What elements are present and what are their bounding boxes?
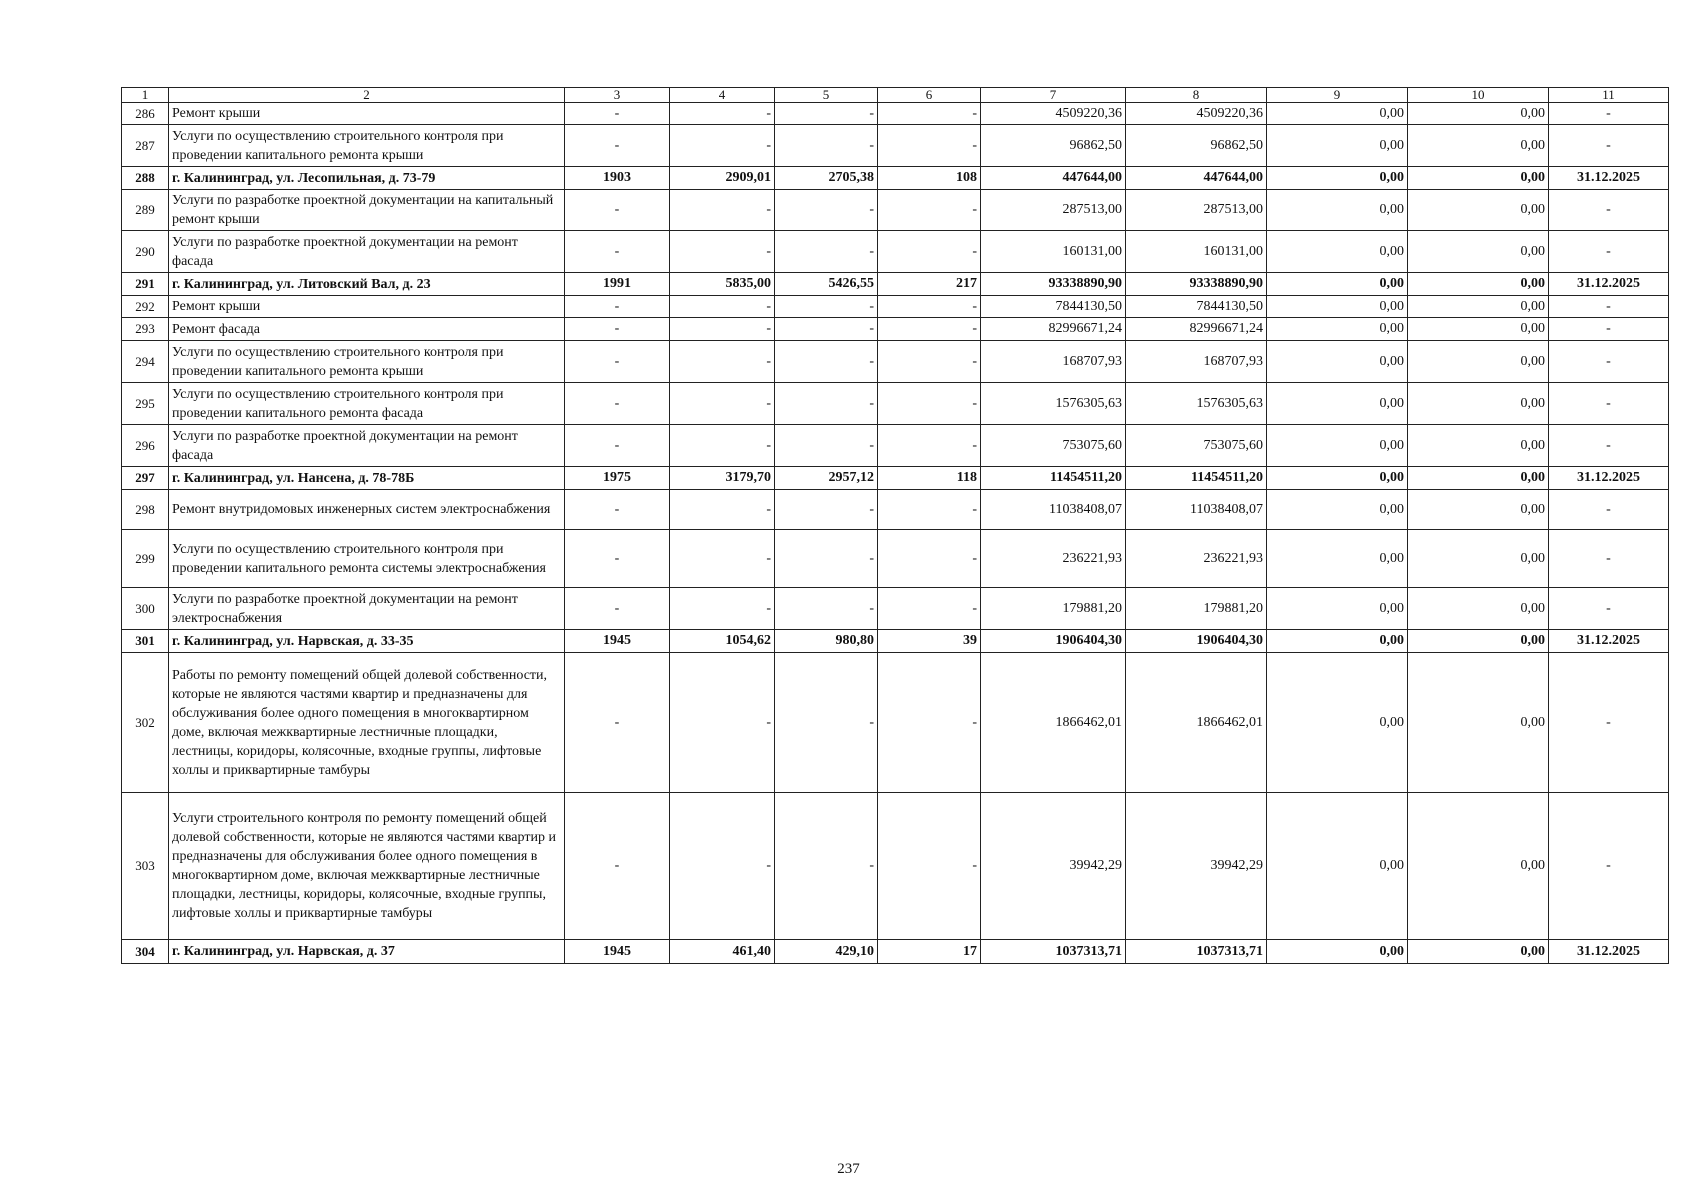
other-cell: 0,00 xyxy=(1408,341,1549,383)
column-header: 9 xyxy=(1267,88,1408,103)
year-cell: 1945 xyxy=(565,940,670,964)
row-number: 293 xyxy=(122,318,169,341)
work-description: Услуги по разработке проектной документации на капитальный ремонт крыши xyxy=(169,190,565,231)
row-number: 288 xyxy=(122,167,169,190)
cost-cell: 287513,00 xyxy=(981,190,1126,231)
year-cell: - xyxy=(565,793,670,940)
other-cell: 0,00 xyxy=(1408,793,1549,940)
column-header: 7 xyxy=(981,88,1126,103)
fund-cost-cell: 4509220,36 xyxy=(1126,103,1267,125)
column-header: 10 xyxy=(1408,88,1549,103)
living-area-cell: - xyxy=(775,318,878,341)
table-row xyxy=(122,383,1669,425)
cost-cell: 1906404,30 xyxy=(981,630,1126,653)
fund-cost-cell: 96862,50 xyxy=(1126,125,1267,167)
table-row xyxy=(122,530,1669,588)
budget-cell: 0,00 xyxy=(1267,273,1408,296)
budget-cell: 0,00 xyxy=(1267,490,1408,530)
year-cell: - xyxy=(565,190,670,231)
work-description: Услуги по разработке проектной документации на ремонт электроснабжения xyxy=(169,588,565,630)
residents-cell: - xyxy=(878,318,981,341)
living-area-cell: - xyxy=(775,190,878,231)
living-area-cell: - xyxy=(775,231,878,273)
work-description: Услуги строительного контроля по ремонту помещений общей долевой собственности, которые не являются частями квартир и предназначены для обслуживания более одного помещения в многоквартирном доме, включая межквартирные лестничные площадки, лестницы, коридоры, колясочные, входные группы, лифтовые холлы и приквартирные тамбуры xyxy=(169,793,565,940)
fund-cost-cell: 447644,00 xyxy=(1126,167,1267,190)
budget-cell: 0,00 xyxy=(1267,167,1408,190)
page-number: 237 xyxy=(837,1161,860,1177)
table-row xyxy=(122,318,1669,341)
row-number: 287 xyxy=(122,125,169,167)
fund-cost-cell: 7844130,50 xyxy=(1126,296,1267,318)
work-description: г. Калининград, ул. Нарвская, д. 33-35 xyxy=(169,630,565,653)
deadline-cell: - xyxy=(1549,190,1669,231)
deadline-cell: - xyxy=(1549,490,1669,530)
fund-cost-cell: 82996671,24 xyxy=(1126,318,1267,341)
area-cell: 3179,70 xyxy=(670,467,775,490)
residents-cell: - xyxy=(878,793,981,940)
residents-cell: 17 xyxy=(878,940,981,964)
budget-cell: 0,00 xyxy=(1267,231,1408,273)
deadline-cell: - xyxy=(1549,383,1669,425)
area-cell: 2909,01 xyxy=(670,167,775,190)
budget-cell: 0,00 xyxy=(1267,588,1408,630)
work-description: Услуги по осуществлению строительного контроля при проведении капитального ремонта крыши xyxy=(169,125,565,167)
budget-cell: 0,00 xyxy=(1267,383,1408,425)
living-area-cell: - xyxy=(775,425,878,467)
budget-cell: 0,00 xyxy=(1267,190,1408,231)
living-area-cell: - xyxy=(775,653,878,793)
budget-cell: 0,00 xyxy=(1267,530,1408,588)
fund-cost-cell: 1576305,63 xyxy=(1126,383,1267,425)
cost-cell: 1037313,71 xyxy=(981,940,1126,964)
year-cell: - xyxy=(565,653,670,793)
work-description: г. Калининград, ул. Нарвская, д. 37 xyxy=(169,940,565,964)
area-cell: - xyxy=(670,793,775,940)
living-area-cell: - xyxy=(775,296,878,318)
year-cell: - xyxy=(565,231,670,273)
living-area-cell: - xyxy=(775,588,878,630)
deadline-cell: - xyxy=(1549,231,1669,273)
area-cell: - xyxy=(670,318,775,341)
fund-cost-cell: 1037313,71 xyxy=(1126,940,1267,964)
other-cell: 0,00 xyxy=(1408,318,1549,341)
cost-cell: 236221,93 xyxy=(981,530,1126,588)
residents-cell: - xyxy=(878,588,981,630)
row-number: 294 xyxy=(122,341,169,383)
row-number: 296 xyxy=(122,425,169,467)
row-number: 292 xyxy=(122,296,169,318)
residents-cell: 217 xyxy=(878,273,981,296)
cost-cell: 160131,00 xyxy=(981,231,1126,273)
residents-cell: - xyxy=(878,296,981,318)
living-area-cell: - xyxy=(775,530,878,588)
deadline-cell: 31.12.2025 xyxy=(1549,167,1669,190)
living-area-cell: 2705,38 xyxy=(775,167,878,190)
column-header: 4 xyxy=(670,88,775,103)
living-area-cell: - xyxy=(775,103,878,125)
area-cell: - xyxy=(670,383,775,425)
area-cell: - xyxy=(670,341,775,383)
cost-cell: 93338890,90 xyxy=(981,273,1126,296)
table-row xyxy=(122,341,1669,383)
residents-cell: - xyxy=(878,341,981,383)
residents-cell: - xyxy=(878,425,981,467)
year-cell: - xyxy=(565,296,670,318)
work-description: г. Калининград, ул. Лесопильная, д. 73-79 xyxy=(169,167,565,190)
living-area-cell: 429,10 xyxy=(775,940,878,964)
row-number: 295 xyxy=(122,383,169,425)
budget-cell: 0,00 xyxy=(1267,467,1408,490)
residents-cell: - xyxy=(878,103,981,125)
fund-cost-cell: 236221,93 xyxy=(1126,530,1267,588)
deadline-cell: - xyxy=(1549,425,1669,467)
deadline-cell: - xyxy=(1549,318,1669,341)
area-cell: - xyxy=(670,530,775,588)
row-number: 300 xyxy=(122,588,169,630)
area-cell: - xyxy=(670,425,775,467)
work-description: Ремонт крыши xyxy=(169,296,565,318)
table-row xyxy=(122,653,1669,793)
work-description: Услуги по разработке проектной документации на ремонт фасада xyxy=(169,425,565,467)
deadline-cell: - xyxy=(1549,793,1669,940)
work-description: Услуги по осуществлению строительного контроля при проведении капитального ремонта системы электроснабжения xyxy=(169,530,565,588)
other-cell: 0,00 xyxy=(1408,273,1549,296)
cost-cell: 4509220,36 xyxy=(981,103,1126,125)
budget-cell: 0,00 xyxy=(1267,296,1408,318)
living-area-cell: 2957,12 xyxy=(775,467,878,490)
deadline-cell: - xyxy=(1549,341,1669,383)
work-description: г. Калининград, ул. Литовский Вал, д. 23 xyxy=(169,273,565,296)
living-area-cell: - xyxy=(775,793,878,940)
fund-cost-cell: 1906404,30 xyxy=(1126,630,1267,653)
cost-cell: 753075,60 xyxy=(981,425,1126,467)
living-area-cell: 980,80 xyxy=(775,630,878,653)
column-header: 8 xyxy=(1126,88,1267,103)
column-header: 11 xyxy=(1549,88,1669,103)
column-header: 5 xyxy=(775,88,878,103)
work-description: Ремонт крыши xyxy=(169,103,565,125)
table-row xyxy=(122,467,1669,490)
row-number: 304 xyxy=(122,940,169,964)
other-cell: 0,00 xyxy=(1408,467,1549,490)
year-cell: 1945 xyxy=(565,630,670,653)
fund-cost-cell: 93338890,90 xyxy=(1126,273,1267,296)
fund-cost-cell: 168707,93 xyxy=(1126,341,1267,383)
cost-cell: 96862,50 xyxy=(981,125,1126,167)
fund-cost-cell: 11038408,07 xyxy=(1126,490,1267,530)
area-cell: - xyxy=(670,653,775,793)
budget-cell: 0,00 xyxy=(1267,103,1408,125)
deadline-cell: - xyxy=(1549,653,1669,793)
cost-cell: 179881,20 xyxy=(981,588,1126,630)
living-area-cell: 5426,55 xyxy=(775,273,878,296)
area-cell: - xyxy=(670,190,775,231)
area-cell: 461,40 xyxy=(670,940,775,964)
row-number: 299 xyxy=(122,530,169,588)
year-cell: - xyxy=(565,383,670,425)
year-cell: 1975 xyxy=(565,467,670,490)
year-cell: - xyxy=(565,588,670,630)
table-row xyxy=(122,190,1669,231)
deadline-cell: 31.12.2025 xyxy=(1549,467,1669,490)
year-cell: 1903 xyxy=(565,167,670,190)
row-number: 291 xyxy=(122,273,169,296)
table-row xyxy=(122,167,1669,190)
column-header: 2 xyxy=(169,88,565,103)
living-area-cell: - xyxy=(775,383,878,425)
year-cell: - xyxy=(565,530,670,588)
area-cell: - xyxy=(670,588,775,630)
other-cell: 0,00 xyxy=(1408,425,1549,467)
work-description: Услуги по осуществлению строительного контроля при проведении капитального ремонта крыши xyxy=(169,341,565,383)
other-cell: 0,00 xyxy=(1408,296,1549,318)
area-cell: - xyxy=(670,231,775,273)
living-area-cell: - xyxy=(775,125,878,167)
deadline-cell: - xyxy=(1549,125,1669,167)
year-cell: - xyxy=(565,425,670,467)
living-area-cell: - xyxy=(775,490,878,530)
other-cell: 0,00 xyxy=(1408,490,1549,530)
table-row xyxy=(122,296,1669,318)
year-cell: - xyxy=(565,125,670,167)
residents-cell: 108 xyxy=(878,167,981,190)
other-cell: 0,00 xyxy=(1408,630,1549,653)
cost-cell: 11454511,20 xyxy=(981,467,1126,490)
residents-cell: - xyxy=(878,530,981,588)
row-number: 289 xyxy=(122,190,169,231)
column-header: 6 xyxy=(878,88,981,103)
table-row xyxy=(122,125,1669,167)
other-cell: 0,00 xyxy=(1408,530,1549,588)
budget-cell: 0,00 xyxy=(1267,425,1408,467)
other-cell: 0,00 xyxy=(1408,653,1549,793)
work-description: г. Калининград, ул. Нансена, д. 78-78Б xyxy=(169,467,565,490)
budget-cell: 0,00 xyxy=(1267,653,1408,793)
cost-cell: 1866462,01 xyxy=(981,653,1126,793)
table-row xyxy=(122,231,1669,273)
fund-cost-cell: 1866462,01 xyxy=(1126,653,1267,793)
budget-cell: 0,00 xyxy=(1267,940,1408,964)
table-row xyxy=(122,793,1669,940)
other-cell: 0,00 xyxy=(1408,190,1549,231)
deadline-cell: - xyxy=(1549,588,1669,630)
other-cell: 0,00 xyxy=(1408,383,1549,425)
row-number: 301 xyxy=(122,630,169,653)
year-cell: 1991 xyxy=(565,273,670,296)
cost-cell: 11038408,07 xyxy=(981,490,1126,530)
cost-cell: 7844130,50 xyxy=(981,296,1126,318)
table-row xyxy=(122,630,1669,653)
column-number-row xyxy=(122,88,1669,103)
row-number: 290 xyxy=(122,231,169,273)
residents-cell: - xyxy=(878,383,981,425)
table-row xyxy=(122,490,1669,530)
column-header: 1 xyxy=(122,88,169,103)
year-cell: - xyxy=(565,103,670,125)
residents-cell: 118 xyxy=(878,467,981,490)
repair-schedule-table xyxy=(121,87,1669,964)
deadline-cell: - xyxy=(1549,296,1669,318)
table-row xyxy=(122,103,1669,125)
table-row xyxy=(122,425,1669,467)
row-number: 286 xyxy=(122,103,169,125)
area-cell: 1054,62 xyxy=(670,630,775,653)
work-description: Услуги по разработке проектной документации на ремонт фасада xyxy=(169,231,565,273)
deadline-cell: 31.12.2025 xyxy=(1549,273,1669,296)
other-cell: 0,00 xyxy=(1408,588,1549,630)
cost-cell: 82996671,24 xyxy=(981,318,1126,341)
budget-cell: 0,00 xyxy=(1267,318,1408,341)
work-description: Работы по ремонту помещений общей долевой собственности, которые не являются частями квартир и предназначены для обслуживания более одного помещения в многоквартирном доме, включая межквартирные лестничные площадки, лестницы, коридоры, колясочные, входные группы, лифтовые холлы и приквартирные тамбуры xyxy=(169,653,565,793)
budget-cell: 0,00 xyxy=(1267,341,1408,383)
other-cell: 0,00 xyxy=(1408,940,1549,964)
fund-cost-cell: 287513,00 xyxy=(1126,190,1267,231)
year-cell: - xyxy=(565,490,670,530)
residents-cell: - xyxy=(878,653,981,793)
area-cell: - xyxy=(670,296,775,318)
budget-cell: 0,00 xyxy=(1267,793,1408,940)
year-cell: - xyxy=(565,341,670,383)
other-cell: 0,00 xyxy=(1408,103,1549,125)
table-row xyxy=(122,588,1669,630)
row-number: 303 xyxy=(122,793,169,940)
residents-cell: - xyxy=(878,231,981,273)
residents-cell: - xyxy=(878,490,981,530)
other-cell: 0,00 xyxy=(1408,125,1549,167)
cost-cell: 39942,29 xyxy=(981,793,1126,940)
work-description: Ремонт фасада xyxy=(169,318,565,341)
cost-cell: 1576305,63 xyxy=(981,383,1126,425)
deadline-cell: 31.12.2025 xyxy=(1549,940,1669,964)
fund-cost-cell: 11454511,20 xyxy=(1126,467,1267,490)
other-cell: 0,00 xyxy=(1408,167,1549,190)
budget-cell: 0,00 xyxy=(1267,125,1408,167)
cost-cell: 447644,00 xyxy=(981,167,1126,190)
row-number: 297 xyxy=(122,467,169,490)
area-cell: - xyxy=(670,490,775,530)
fund-cost-cell: 39942,29 xyxy=(1126,793,1267,940)
year-cell: - xyxy=(565,318,670,341)
work-description: Ремонт внутридомовых инженерных систем электроснабжения xyxy=(169,490,565,530)
area-cell: - xyxy=(670,125,775,167)
table-row xyxy=(122,273,1669,296)
deadline-cell: - xyxy=(1549,530,1669,588)
work-description: Услуги по осуществлению строительного контроля при проведении капитального ремонта фасада xyxy=(169,383,565,425)
other-cell: 0,00 xyxy=(1408,231,1549,273)
row-number: 302 xyxy=(122,653,169,793)
fund-cost-cell: 160131,00 xyxy=(1126,231,1267,273)
residents-cell: - xyxy=(878,125,981,167)
area-cell: - xyxy=(670,103,775,125)
row-number: 298 xyxy=(122,490,169,530)
table-row xyxy=(122,940,1669,964)
living-area-cell: - xyxy=(775,341,878,383)
fund-cost-cell: 753075,60 xyxy=(1126,425,1267,467)
residents-cell: - xyxy=(878,190,981,231)
fund-cost-cell: 179881,20 xyxy=(1126,588,1267,630)
deadline-cell: 31.12.2025 xyxy=(1549,630,1669,653)
area-cell: 5835,00 xyxy=(670,273,775,296)
cost-cell: 168707,93 xyxy=(981,341,1126,383)
budget-cell: 0,00 xyxy=(1267,630,1408,653)
column-header: 3 xyxy=(565,88,670,103)
deadline-cell: - xyxy=(1549,103,1669,125)
residents-cell: 39 xyxy=(878,630,981,653)
